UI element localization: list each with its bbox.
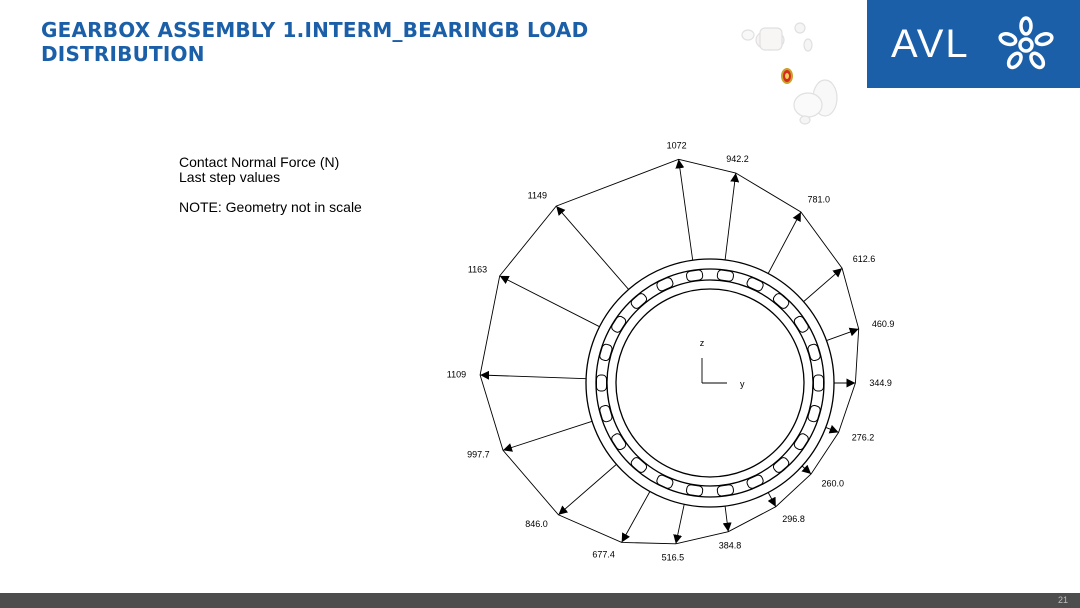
load-value-label: 296.8 bbox=[782, 514, 805, 524]
bearing-roller bbox=[630, 292, 649, 310]
load-value-label: 276.2 bbox=[851, 432, 875, 443]
axis-y-label: y bbox=[740, 379, 745, 389]
slide-title-line-2: DISTRIBUTION bbox=[41, 42, 205, 66]
bearing-roller bbox=[686, 270, 703, 282]
load-arrow bbox=[804, 268, 843, 301]
footer-bar bbox=[0, 593, 1080, 608]
bearing-roller bbox=[746, 276, 765, 292]
load-labels bbox=[447, 140, 895, 562]
load-arrow bbox=[558, 464, 616, 514]
bearing-roller bbox=[807, 405, 821, 423]
load-value-label: 1109 bbox=[446, 369, 467, 380]
notes-step-label: Last step values bbox=[179, 169, 281, 185]
bearing-roller bbox=[746, 474, 765, 490]
load-arrow bbox=[622, 492, 650, 543]
axis-z-label: z bbox=[699, 338, 705, 348]
load-value-label: 1149 bbox=[527, 190, 547, 201]
load-value-label: 942.2 bbox=[726, 154, 749, 165]
bearing-roller bbox=[686, 484, 703, 496]
load-arrow bbox=[500, 276, 600, 327]
load-arrow bbox=[676, 504, 684, 544]
page-number: 21 bbox=[1057, 595, 1068, 605]
notes-force-label: Contact Normal Force (N) bbox=[179, 154, 340, 170]
bearing-roller bbox=[793, 315, 810, 334]
load-arrow bbox=[725, 173, 736, 260]
bearing-roller bbox=[599, 343, 613, 361]
load-value-label: 1163 bbox=[467, 264, 488, 275]
load-arrow bbox=[725, 506, 728, 532]
bearing-roller bbox=[807, 343, 821, 361]
load-value-label: 460.9 bbox=[871, 319, 895, 330]
load-value-label: 612.6 bbox=[852, 254, 876, 264]
load-arrow bbox=[802, 466, 811, 474]
bearing-roller bbox=[717, 484, 734, 496]
bearing-roller bbox=[772, 292, 791, 310]
bearing-roller bbox=[656, 276, 675, 292]
bearing-roller bbox=[656, 474, 675, 490]
bearing-roller bbox=[610, 432, 627, 451]
bearing-roller bbox=[717, 270, 734, 282]
load-arrow bbox=[480, 375, 586, 379]
load-arrow bbox=[679, 159, 693, 260]
load-value-label: 344.9 bbox=[869, 378, 892, 388]
load-arrow bbox=[556, 206, 628, 289]
load-value-label: 677.4 bbox=[592, 549, 615, 560]
load-arrow bbox=[503, 421, 592, 450]
load-arrow bbox=[768, 212, 801, 274]
load-arrow bbox=[827, 329, 859, 341]
bearing-roller bbox=[772, 456, 791, 474]
load-value-label: 1072 bbox=[666, 140, 687, 151]
coordinate-axes bbox=[700, 338, 745, 389]
load-value-label: 781.0 bbox=[807, 194, 831, 205]
load-value-label: 384.8 bbox=[718, 540, 742, 551]
bearing-roller bbox=[793, 432, 810, 451]
bearing-roller bbox=[630, 456, 649, 474]
load-arrow bbox=[768, 493, 776, 507]
logo-text: AVL bbox=[891, 22, 970, 66]
bearing-roller bbox=[597, 375, 607, 391]
bearing-roller bbox=[610, 315, 627, 334]
notes-scale-note: NOTE: Geometry not in scale bbox=[179, 199, 362, 215]
load-value-label: 260.0 bbox=[821, 478, 845, 489]
slide-title-line-1: GEARBOX ASSEMBLY 1.INTERM_BEARINGB LOAD bbox=[41, 18, 589, 42]
load-value-label: 846.0 bbox=[525, 519, 548, 529]
load-value-label: 997.7 bbox=[467, 449, 490, 460]
bearing-roller bbox=[599, 405, 613, 423]
load-arrow bbox=[826, 427, 839, 432]
bearing-roller bbox=[814, 375, 824, 391]
load-value-label: 516.5 bbox=[661, 552, 685, 563]
